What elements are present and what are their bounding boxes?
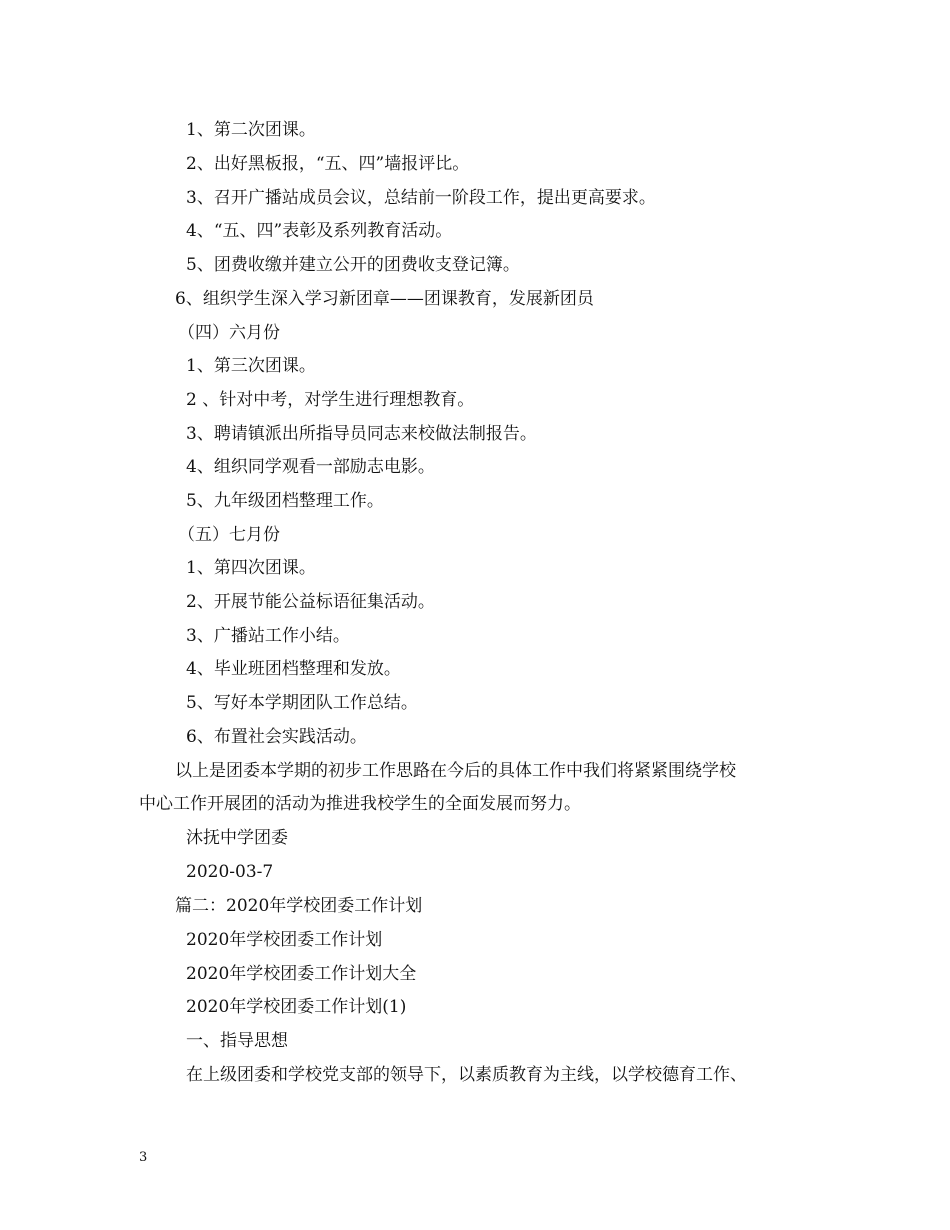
signature-org: 沐抚中学团委 [186,828,288,848]
text-line: 5、团费收缴并建立公开的团费收支登记簿。 [186,255,520,275]
text-line: 2020年学校团委工作计划(1) [186,997,407,1017]
paragraph-line: 以上是团委本学期的初步工作思路在今后的具体工作中我们将紧紧围绕学校 [175,761,736,781]
text-line: 2、出好黑板报，“五、四”墙报评比。 [186,154,470,174]
text-line: 2020年学校团委工作计划大全 [186,964,417,984]
text-line: 2、开展节能公益标语征集活动。 [186,592,435,612]
signature-date: 2020-03-7 [186,862,274,882]
section-heading: （四）六月份 [178,323,280,343]
text-line: 4、毕业班团档整理和发放。 [186,659,401,679]
text-line: 1、第三次团课。 [186,356,316,376]
section-heading: （五）七月份 [178,525,280,545]
text-line: 2 、针对中考，对学生进行理想教育。 [186,390,475,410]
chapter-title: 篇二：2020年学校团委工作计划 [175,896,423,916]
text-line: 1、第二次团课。 [186,120,316,140]
text-line: 5、九年级团档整理工作。 [186,491,384,511]
text-line: 2020年学校团委工作计划 [186,930,383,950]
text-line: 4、组织同学观看一部励志电影。 [186,457,435,477]
section-heading: 一、指导思想 [186,1031,288,1051]
text-line: 6、组织学生深入学习新团章——团课教育，发展新团员 [175,289,594,309]
paragraph-line: 中心工作开展团的活动为推进我校学生的全面发展而努力。 [139,794,581,814]
text-line: 1、第四次团课。 [186,558,316,578]
text-line: 6、布置社会实践活动。 [186,727,367,747]
paragraph-line: 在上级团委和学校党支部的领导下，以素质教育为主线，以学校德育工作、 [186,1065,747,1085]
text-line: 3、聘请镇派出所指导员同志来校做法制报告。 [186,424,537,444]
text-line: 4、“五、四”表彰及系列教育活动。 [186,221,453,241]
page-number: 3 [139,1150,148,1165]
text-line: 3、召开广播站成员会议，总结前一阶段工作，提出更高要求。 [186,188,656,208]
text-line: 5、写好本学期团队工作总结。 [186,693,418,713]
text-line: 3、广播站工作小结。 [186,626,350,646]
